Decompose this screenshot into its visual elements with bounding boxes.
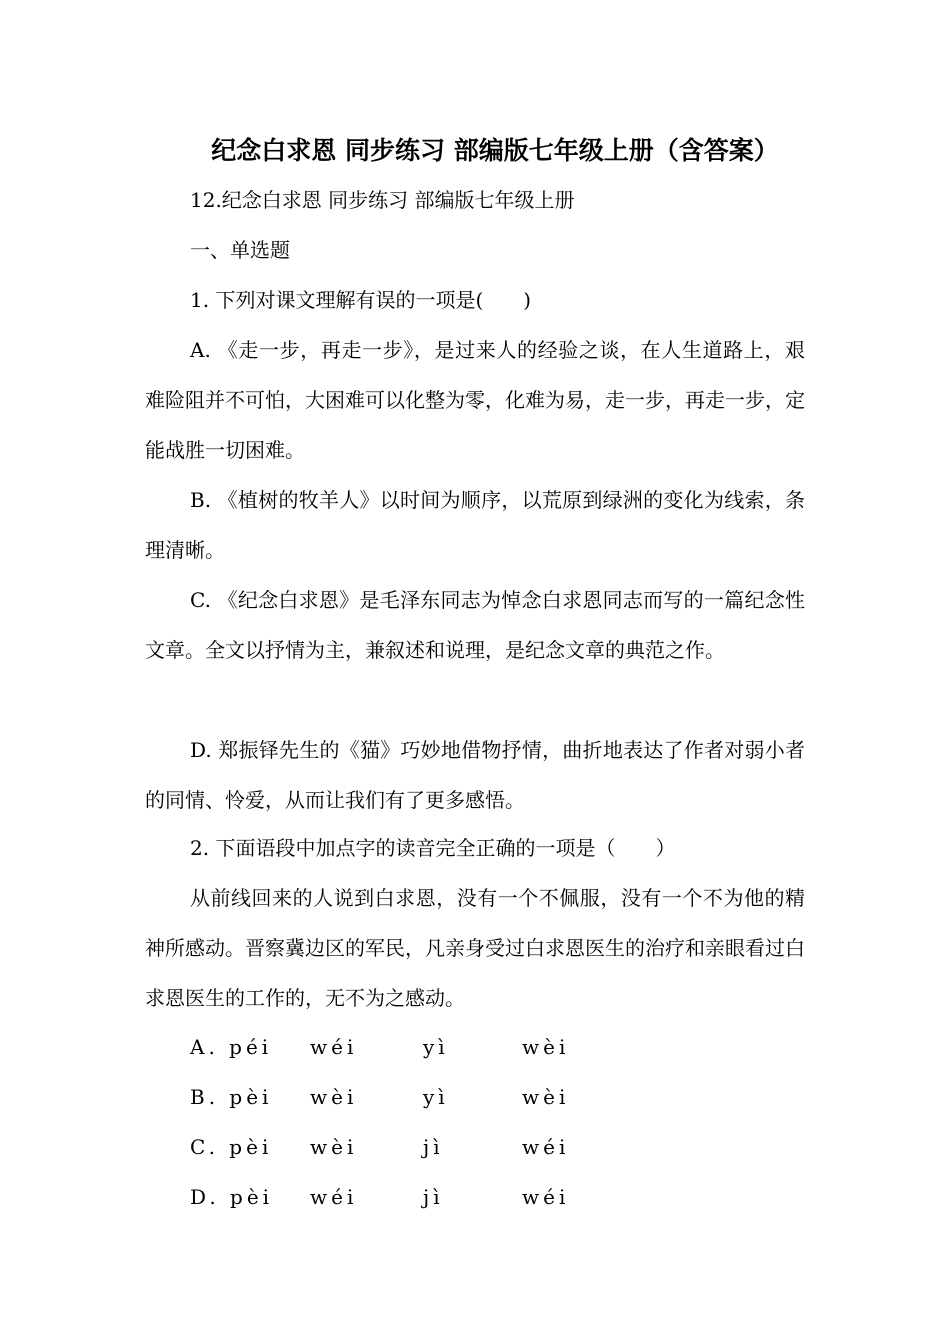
option-a-pinyin-4: wèi bbox=[522, 1035, 570, 1059]
question-1-option-b: B. 《植树的牧羊人》以时间为顺序，以荒原到绿洲的变化为线索，条理清晰。 bbox=[145, 488, 805, 562]
section-heading: 一、单选题 bbox=[190, 238, 290, 262]
option-c-pinyin-2: wèi bbox=[310, 1135, 358, 1159]
option-a-pinyin-2: wéi bbox=[310, 1035, 358, 1059]
lesson-subtitle: 12.纪念白求恩 同步练习 部编版七年级上册 bbox=[190, 188, 575, 212]
option-b-pinyin-4: wèi bbox=[522, 1085, 570, 1109]
question-1-option-c: C. 《纪念白求恩》是毛泽东同志为悼念白求恩同志而写的一篇纪念性文章。全文以抒情为主，兼叙述和说理，是纪念文章的典范之作。 bbox=[145, 588, 805, 662]
option-c-pinyin-3: jì bbox=[423, 1135, 444, 1159]
option-c-label: C. pèi bbox=[190, 1135, 273, 1159]
option-d-label: D. pèi bbox=[190, 1185, 274, 1209]
option-b-pinyin-3: yì bbox=[423, 1085, 449, 1109]
option-d-pinyin-4: wéi bbox=[522, 1185, 570, 1209]
document-title: 纪念白求恩 同步练习 部编版七年级上册（含答案） bbox=[211, 136, 779, 165]
question-2-stem: 2. 下面语段中加点字的读音完全正确的一项是（ ） bbox=[190, 836, 676, 860]
option-d-pinyin-3: jì bbox=[423, 1185, 444, 1209]
question-1-option-a: A. 《走一步，再走一步》，是过来人的经验之谈，在人生道路上，艰难险阻并不可怕，大困难可以化整为零，化难为易，走一步，再走一步，定能战胜一切困难。 bbox=[145, 338, 805, 462]
option-a-pinyin-3: yì bbox=[423, 1035, 449, 1059]
option-c-pinyin-4: wéi bbox=[522, 1135, 570, 1159]
question-1-option-d: D. 郑振铎先生的《猫》巧妙地借物抒情，曲折地表达了作者对弱小者的同情、怜爱，从而让我们有了更多感悟。 bbox=[145, 738, 805, 812]
option-a-label: A. péi bbox=[190, 1035, 273, 1059]
question-1-stem: 1. 下列对课文理解有误的一项是( ) bbox=[190, 288, 532, 312]
option-b-pinyin-2: wèi bbox=[310, 1085, 358, 1109]
question-2-passage: 从前线回来的人说到白求恩，没有一个不佩服，没有一个不为他的精神所感动。晋察冀边区的军民，凡亲身受过白求恩医生的治疗和亲眼看过白求恩医生的工作的，无不为之感动。 bbox=[145, 886, 805, 1010]
option-d-pinyin-2: wéi bbox=[310, 1185, 358, 1209]
option-b-label: B. pèi bbox=[190, 1085, 273, 1109]
